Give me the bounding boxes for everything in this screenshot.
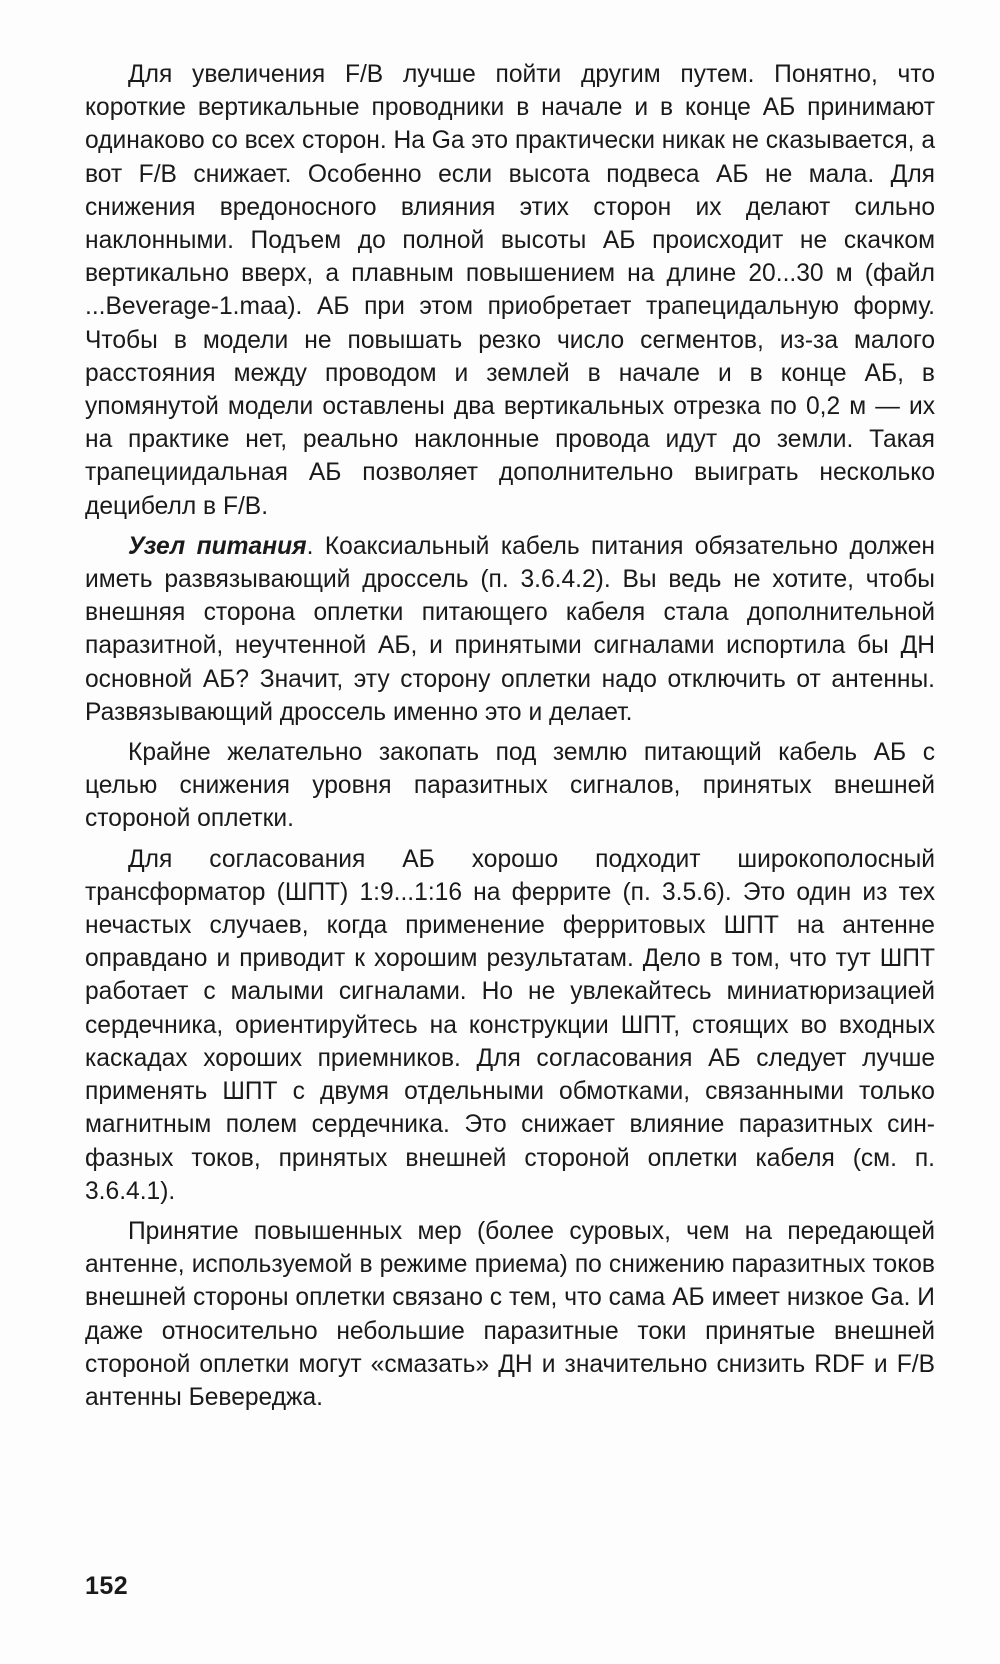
paragraph-f-b-increase bbox=[85, 58, 935, 523]
body-text bbox=[85, 58, 935, 1414]
paragraph-feed-node bbox=[85, 530, 935, 729]
paragraph-text: Для увеличения F/B лучше пойти другим путем. Понятно, что короткие вертикальные проводники в начале и в конце АБ принимают одинаково со всех сторон. На Ga это практически никак не сказывается, а вот F/B снижает. Особенно если высота подвеса АБ не мала. Для снижения вредоносного влияния этих сторон их делают сильно наклонными. Подъем до полной высоты АБ происходит не скачком вертикально вверх, а плавным повышением на длине 20...30 м (файл ...Beverage-1.maa). АБ при этом приобретает трапецидальную форму. Чтобы в модели не повышать резко число сегментов, из-за малого расстояния между проводом и землей в начале и в конце АБ, в упомянутой модели оставлены два вертикальных отрезка по 0,2 м — их на практике нет, реально наклонные провода идут до земли. Такая трапециидальная АБ позволяет дополнительно выиграть несколько децибелл в F/B. bbox=[85, 61, 935, 520]
paragraph-text: Принятие повышенных мер (более суровых, чем на передающей антенне, используемой в режиме приема) по снижению паразитных токов внешней стороны оплетки связано с тем, что сама АБ имеет низкое Ga. И даже относительно небольшие паразитные токи принятые внешней стороной оплетки могут «смазать» ДН и значительно снизить RDF и F/B антенны Бевереджа. bbox=[85, 1217, 935, 1411]
page-number: 152 bbox=[85, 1572, 129, 1600]
paragraph-increased-measures bbox=[85, 1215, 935, 1414]
paragraph-text: . Коаксиальный кабель питания обязательно должен иметь развязывающий дроссель (п. 3.6.4.2). Вы ведь не хотите, чтобы внешняя сторона оплетки питающего кабеля стала дополнительной паразитной, неучтенной АБ, и принятыми сигналами испортила бы ДН основной АБ? Значит, эту сторону оплетки надо отключить от антенны. Развязывающий дроссель именно это и делает. bbox=[85, 532, 935, 726]
paragraph-lead-heading: Узел питания bbox=[128, 532, 307, 560]
paragraph-text: Крайне желательно закопать под землю питающий кабель АБ с целью снижения уровня паразитных сигналов, принятых внешней стороной оплетки. bbox=[85, 739, 935, 833]
paragraph-bury-cable bbox=[85, 736, 935, 836]
paragraph-text: Для согласования АБ хорошо подходит широкополосный трансформатор (ШПТ) 1:9...1:16 на феррите (п. 3.5.6). Это один из тех нечастых случаев, когда применение ферритовых ШПТ на антенне оправдано и приводит к хорошим результатам. Дело в том, что тут ШПТ работает с малыми сигналами. Но не увлекайтесь миниатюризацией сердечника, ориентируйтесь на конструкции ШПТ, стоящих во входных каскадах хороших приемников. Для согласования АБ следует лучше применять ШПТ с двумя отдельными обмотками, связанными только магнитным полем сердечника. Это снижает влияние паразитных синфазных токов, принятых внешней стороной оплетки кабеля (см. п. 3.6.4.1). bbox=[85, 845, 935, 1205]
paragraph-matching-transformer bbox=[85, 843, 935, 1208]
